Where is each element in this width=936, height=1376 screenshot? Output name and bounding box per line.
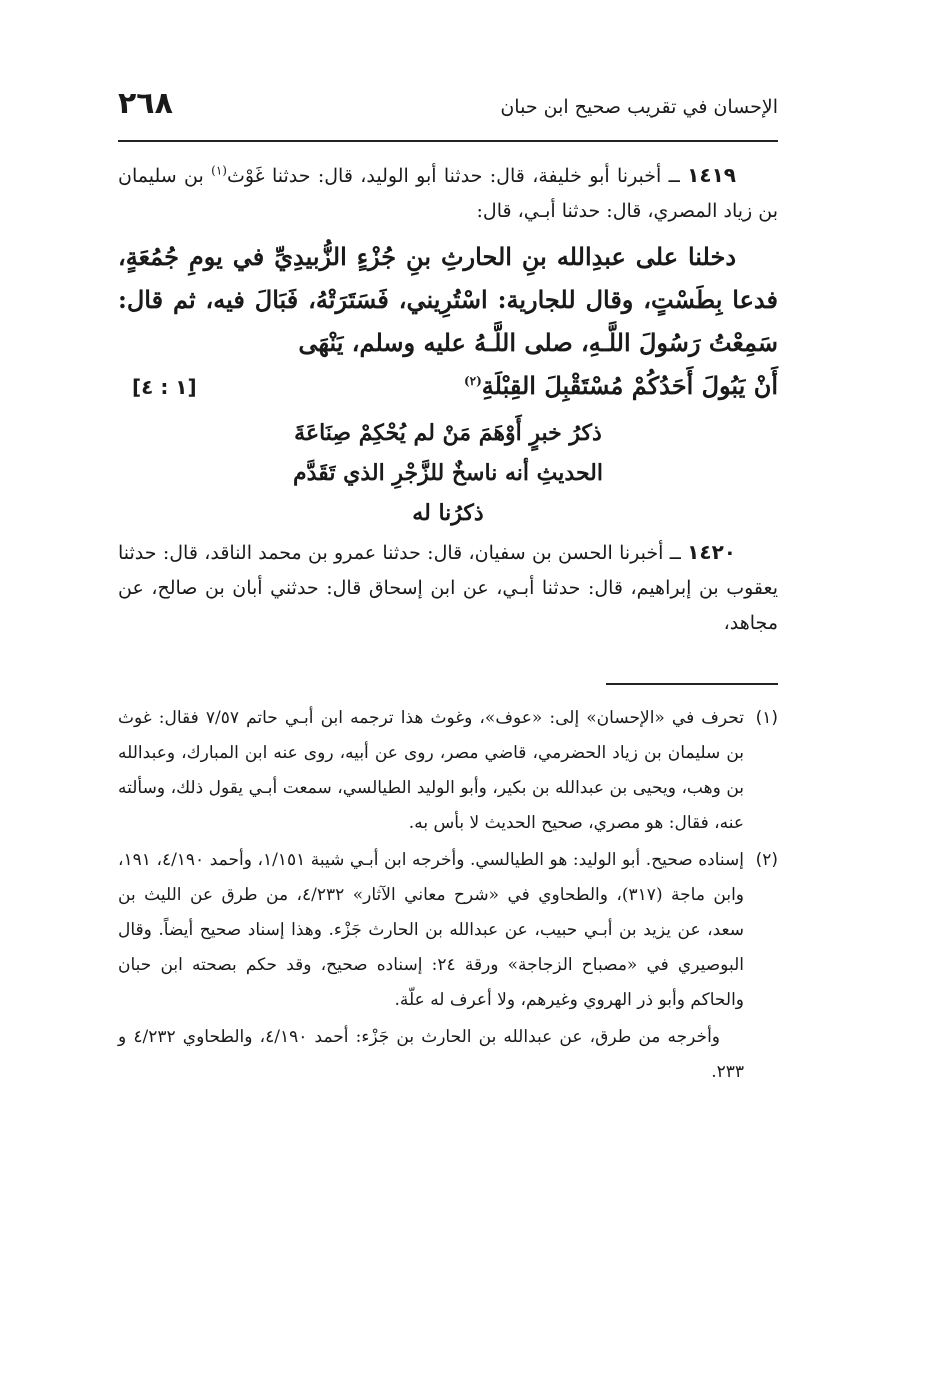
chapter-heading [118, 413, 778, 533]
hadith-matn: دخلنا على عبدِالله بنِ الحارثِ بنِ جُزْءٍ الزُّبيدِيِّ في يومِ جُمُعَةٍ، فدعا بِطَسْتٍ، وقال للجارية: اسْتُرِيني، فَسَتَرَتْهُ، فَبَالَ فيه، ثم قال: سَمِعْتُ رَسُولَ اللَّـهِ، صلى اللَّـهُ عليه وسلم، يَنْهَى [118, 242, 778, 357]
hadith-isnad [118, 158, 778, 229]
hadith-number: ١٤٢٠ [687, 540, 736, 564]
footnote-separator [606, 683, 778, 685]
isnad-text-1: ــ أخبرنا أبو خليفة، قال: حدثنا أبو الوليد، قال: حدثنا غَوْث [226, 165, 688, 187]
hadith-matn-end [118, 364, 778, 409]
header-rule [118, 140, 778, 142]
isnad-text: ــ أخبرنا الحسن بن سفيان، قال: حدثنا عمرو بن محمد الناقد، قال: حدثنا يعقوب بن إبراهيم، قال: حدثنا أبـي، عن ابن إسحاق قال: حدثني أبان بن صالح، عن مجاهد، [118, 542, 778, 634]
footnote-2-continuation: وأخرجه من طرق، عن عبدالله بن الحارث بن جَزْء: أحمد ٤/١٩٠، والطحاوي ٤/٢٣٢ و ٢٣٣. [118, 1027, 744, 1082]
page-header [118, 86, 778, 134]
hadith-number: ١٤١٩ [687, 163, 736, 187]
hadith-1419 [118, 158, 778, 409]
footnote-ref-1: (١) [211, 163, 227, 178]
book-page [118, 86, 778, 1090]
running-title: الإحسان في تقريب صحيح ابن حبان [500, 96, 778, 118]
chapter-heading-line-3: ذكرُنا له [412, 500, 484, 526]
matn-text-2: أَنْ يَبُولَ أَحَدُكُمْ مُسْتَقْبِلَ القِبْلَةِ [481, 371, 778, 400]
footnote-ref-2: (٢) [463, 374, 482, 388]
footnote-number: (٢) [755, 850, 778, 870]
footnote-text: إسناده صحيح. أبو الوليد: هو الطيالسي. وأخرجه ابن أبـي شيبة ١/١٥١، وأحمد ٤/١٩٠، ١٩١، وابن ماجة (٣١٧)، والطحاوي في «شرح معاني الآثار» ٤/٢٣٢، من طرق عن الليث بن سعد، عن يزيد بن أبـي حبيب، عن عبدالله بن الحارث جَزْء. وهذا إسناد صحيح أيضاً. وقال البوصيري في «مصباح الزجاجة» ورقة ٢٤: إسناده صحيح، وقد حكم بصحته ابن حبان والحاكم وأبو ذر الهروي وغيرهم، ولا أعرف له علّة. [118, 850, 744, 1010]
isnad-text-2: بن سليمان بن زياد المصري، قال: حدثنا أبـي، قال: [118, 165, 778, 222]
hadith-1420 [118, 535, 778, 641]
footnote-2 [118, 843, 778, 1018]
footnote-text: تحرف في «الإحسان» إلى: «عوف»، وغوث هذا ترجمه ابن أبـي حاتم ٧/٥٧ فقال: غوث بن سليمان بن زياد الحضرمي، قاضي مصر، روى عن أبيه، روى عنه ابن المبارك، وعبدالله بن وهب، ويحيى بن عبدالله بن بكير، وأبو الوليد الطيالسي، سمعت أبـي يقول ذلك، وسألته عنه، فقال: هو مصري، صحيح الحديث لا بأس به. [118, 708, 745, 833]
footnotes [118, 701, 778, 1090]
footnote-1 [118, 701, 778, 841]
chapter-heading-line-2: الحديثِ أنه ناسخٌ للزَّجْرِ الذي تَقَدَّم [293, 460, 603, 486]
page-number: ٢٦٨ [118, 86, 173, 121]
matn-last-line [464, 364, 778, 407]
footnote-number: (١) [755, 708, 778, 728]
hadith-reference: [١ : ٤] [132, 375, 197, 399]
hadith-isnad [118, 535, 778, 641]
chapter-heading-line-1: ذكرُ خبرٍ أَوْهَمَ مَنْ لم يُحْكِمْ صِنَاعَةَ [294, 420, 602, 446]
